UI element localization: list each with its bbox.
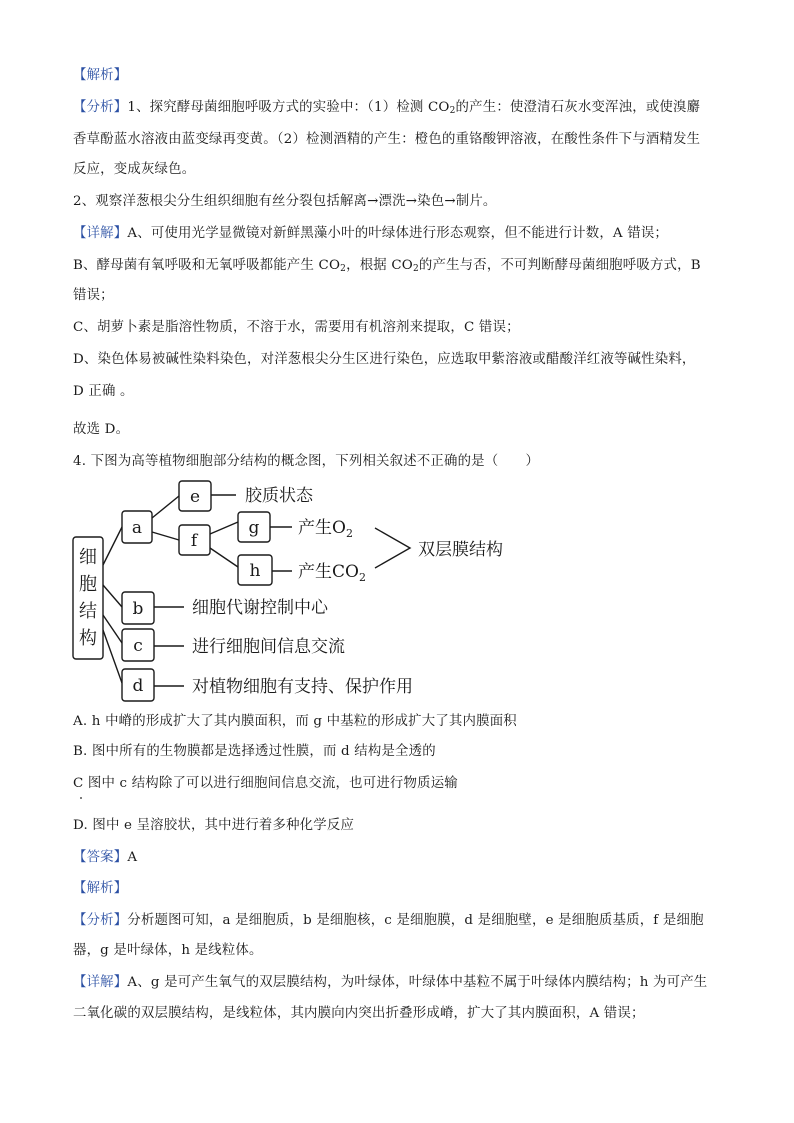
detail-option-b-line-2: 错误； (73, 288, 114, 303)
answer-value: A (127, 850, 138, 865)
node-b-letter: b (132, 599, 144, 619)
section-heading-analysis: 【解析】 (73, 68, 128, 83)
label-b: 细胞代谢控制中心 (192, 598, 328, 618)
detail-option-b-line-1: B、酵母菌有氧呼吸和无氧呼吸都能产生 $CO_2$，根据 $CO_2$的产生与否，不可判断酵母菌细胞呼吸方式，B (73, 258, 701, 274)
detail-option-d-line-2: D 正确 。 (73, 384, 134, 399)
root-char-4: 构 (79, 628, 97, 649)
connector-a-e (152, 496, 179, 518)
detail-option-d-line-1: D、染色体易被碱性染料染色，对洋葱根尖分生区进行染色，应选取甲紫溶液或醋酸洋红液等碱性染料， (73, 352, 696, 367)
analysis-line-4: 2、观察洋葱根尖分生组织细胞有丝分裂包括解离→漂洗→染色→制片。 (73, 194, 497, 209)
analysis-line-1: 【分析】1、探究酵母菌细胞呼吸方式的实验中：（1）检测 $CO_2$的产生：使澄清石灰水变浑浊，或使溴麝 (73, 100, 701, 116)
analysis-tag: 【分析】 (73, 100, 128, 115)
node-g-letter: g (248, 518, 260, 538)
node-e-letter: e (189, 487, 201, 507)
node-a-letter: a (131, 518, 143, 538)
root-char-3: 结 (79, 601, 97, 622)
connector-f-h (210, 548, 238, 567)
connector-f-g (210, 522, 238, 534)
analysis2-line-1: 【分析】分析题图可知，a 是细胞质，b 是细胞核，c 是细胞膜，d 是细胞壁，e 是细胞质基质，f 是细胞 (73, 913, 704, 928)
option-b: B. 图中所有的生物膜都是选择透过性膜，而 d 结构是全透的 (73, 744, 436, 759)
option-a: A. h 中嵴的形成扩大了其内膜面积，而 g 中基粒的形成扩大了其内膜面积 (73, 714, 517, 729)
detail2-line-1: 【详解】A、g 是可产生氧气的双层膜结构，为叶绿体，叶绿体中基粒不属于叶绿体内膜结构；h 为可产生 (73, 975, 708, 990)
label-h: 产生$CO_2$ (298, 562, 366, 584)
detail2-tag: 【详解】 (73, 975, 128, 990)
section-heading-analysis-2: 【解析】 (73, 881, 128, 896)
answer-line (73, 849, 137, 867)
analysis2-line-2: 器，g 是叶绿体，h 是线粒体。 (73, 943, 263, 958)
label-c: 进行细胞间信息交流 (192, 637, 345, 657)
root-char-1: 细 (79, 547, 97, 568)
option-d: D. 图中 e 呈溶胶状，其中进行着多种化学反应 (73, 818, 355, 833)
root-char-2: 胞 (79, 574, 97, 595)
analysis2-tag: 【分析】 (73, 913, 128, 928)
analysis-line-2: 香草酚蓝水溶液由蓝变绿再变黄。（2）检测酒精的产生：橙色的重铬酸钾溶液，在酸性条件下与酒精发生 (73, 132, 701, 147)
node-c-letter: c (133, 636, 143, 656)
answer-tag: 【答案】 (73, 850, 128, 865)
detail-option-a: 【详解】A、可使用光学显微镜对新鲜黑藻小叶的叶绿体进行形态观察，但不能进行计数，A 错误； (73, 226, 669, 241)
connector-root-b (103, 585, 122, 607)
node-h-letter: h (249, 561, 261, 581)
node-d-letter: d (132, 676, 144, 696)
detail-tag: 【详解】 (73, 226, 128, 241)
detail2-line-2: 二氧化碳的双层膜结构，是线粒体，其内膜向内突出折叠形成嵴，扩大了其内膜面积，A 错误； (73, 1006, 645, 1021)
label-double-membrane: 双层膜结构 (418, 540, 503, 560)
label-e: 胶质状态 (245, 486, 313, 506)
detail-option-c: C、胡萝卜素是脂溶性物质，不溶于水，需要用有机溶剂来提取，C 错误； (73, 320, 520, 335)
answer-choice: 故选 D。 (73, 422, 130, 437)
analysis-line-3: 反应，变成灰绿色。 (73, 162, 196, 177)
label-d: 对植物细胞有支持、保护作用 (192, 677, 413, 697)
option-c: C 图中 c 结构除了可以进行细胞间信息交流，也可进行物质运输 (73, 776, 458, 791)
node-f-letter: f (190, 531, 198, 551)
bracket-double-membrane (375, 528, 410, 568)
question-stem: 4. 下图为高等植物细胞部分结构的概念图，下列相关叙述不正确的是（ ） (73, 454, 540, 469)
connector-a-f (152, 532, 179, 540)
stray-dot (80, 797, 82, 799)
connector-root-a (103, 527, 122, 565)
label-g: 产生$O_2$ (298, 518, 353, 540)
